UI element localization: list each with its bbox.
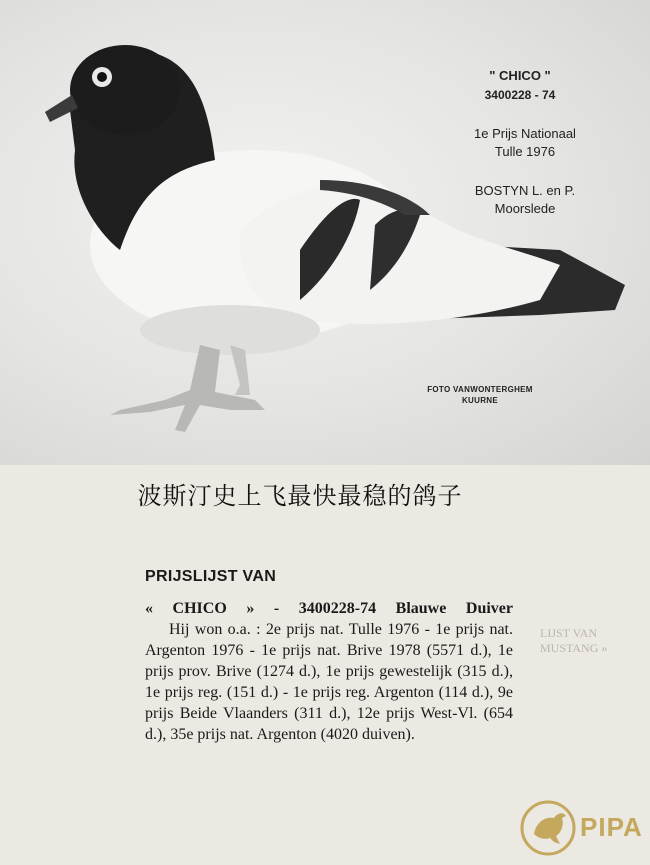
caption-prize-line1: 1e Prijs Nationaal xyxy=(474,126,576,141)
caption-owner-line1: BOSTYN L. en P. xyxy=(474,183,576,198)
photo-credit-line2: KUURNE xyxy=(461,396,499,405)
caption-prize xyxy=(440,125,610,161)
watermark-text: PIPA xyxy=(580,812,643,842)
article-heading: PRIJSLIJST VAN xyxy=(145,568,277,585)
photo-credit xyxy=(405,384,555,406)
article-body-text: Hij won o.a. : 2e prijs nat. Tulle 1976 - 1e prijs nat. Argenton 1976 - 1e prijs nat. Brive 1978 (5571 d.), 1e prijs prov. Brive (1274 d.), 1e prijs gewestelijk (315 d.), 1e prijs reg. (151 d.) - 1e prijs reg. Argenton (114 d.), 9e prijs Beide Vlaanders (311 d.), 12e prijs West-Vl. (654 d.), 35e prijs nat. Argenton (4020 duiven). xyxy=(145,621,513,743)
bleed-through-text: LIJST VAN MUSTANG » xyxy=(540,626,608,655)
photo-credit-line1: FOTO VANWONTERGHEM xyxy=(427,385,533,394)
article-body xyxy=(145,619,513,745)
chinese-title: 波斯汀史上飞最快最稳的鸽子 xyxy=(137,482,463,510)
caption-owner xyxy=(440,182,610,218)
caption-prize-line2: Tulle 1976 xyxy=(494,144,556,159)
article-subheading: « CHICO » - 3400228-74 Blauwe Duiver xyxy=(145,600,513,617)
pigeon-icon xyxy=(520,798,576,858)
caption-owner-line2: Moorslede xyxy=(494,201,556,216)
pipa-watermark xyxy=(520,798,650,858)
caption-pigeon-name: " CHICO " xyxy=(489,68,551,83)
caption-ring-number: 3400228 - 74 xyxy=(484,88,556,102)
article xyxy=(145,568,513,745)
